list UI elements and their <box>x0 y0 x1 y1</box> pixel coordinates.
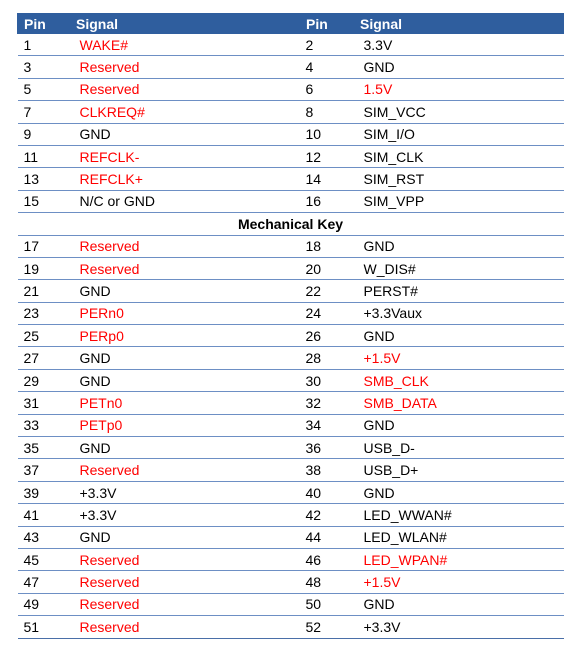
signal-cell: WAKE# <box>70 34 300 56</box>
signal-cell: Reserved <box>70 78 300 100</box>
signal-cell: LED_WPAN# <box>354 548 564 570</box>
pin-cell: 1 <box>18 34 70 56</box>
signal-cell: GND <box>70 369 300 391</box>
table-row <box>18 616 564 638</box>
pin-cell: 37 <box>18 459 70 481</box>
pin-cell: 23 <box>18 302 70 324</box>
pin-cell: 27 <box>18 347 70 369</box>
pin-cell: 46 <box>300 548 354 570</box>
table-row <box>18 347 564 369</box>
table-row <box>18 168 564 190</box>
pin-cell: 10 <box>300 123 354 145</box>
signal-cell: +3.3V <box>354 616 564 638</box>
signal-cell: PETp0 <box>70 414 300 436</box>
pin-cell: 15 <box>18 190 70 212</box>
table-row <box>18 145 564 167</box>
signal-cell: +3.3Vaux <box>354 302 564 324</box>
signal-cell: SMB_DATA <box>354 392 564 414</box>
pin-cell: 2 <box>300 34 354 56</box>
signal-cell: Reserved <box>70 56 300 78</box>
signal-cell: USB_D+ <box>354 459 564 481</box>
pin-cell: 36 <box>300 437 354 459</box>
pin-cell: 12 <box>300 145 354 167</box>
table-row <box>18 392 564 414</box>
signal-cell: PERp0 <box>70 325 300 347</box>
pin-cell: 31 <box>18 392 70 414</box>
rows-bottom <box>18 235 564 638</box>
signal-cell: 3.3V <box>354 34 564 56</box>
pin-cell: 43 <box>18 526 70 548</box>
table-row <box>18 34 564 56</box>
pin-cell: 8 <box>300 101 354 123</box>
table-row <box>18 56 564 78</box>
signal-cell: PERST# <box>354 280 564 302</box>
signal-cell: LED_WLAN# <box>354 526 564 548</box>
signal-cell: +1.5V <box>354 571 564 593</box>
pin-cell: 14 <box>300 168 354 190</box>
signal-cell: Reserved <box>70 459 300 481</box>
pin-cell: 21 <box>18 280 70 302</box>
header-signal-2: Signal <box>354 14 564 34</box>
pin-cell: 3 <box>18 56 70 78</box>
signal-cell: +3.3V <box>70 481 300 503</box>
pin-cell: 35 <box>18 437 70 459</box>
pin-cell: 5 <box>18 78 70 100</box>
header-signal: Signal <box>70 14 300 34</box>
pinout-table-container <box>17 13 563 639</box>
pin-cell: 38 <box>300 459 354 481</box>
header-pin-2: Pin <box>300 14 354 34</box>
table-row <box>18 481 564 503</box>
pin-cell: 20 <box>300 257 354 279</box>
pin-cell: 47 <box>18 571 70 593</box>
pin-cell: 17 <box>18 235 70 257</box>
pin-cell: 33 <box>18 414 70 436</box>
pin-cell: 42 <box>300 504 354 526</box>
pin-cell: 26 <box>300 325 354 347</box>
pin-cell: 44 <box>300 526 354 548</box>
pin-cell: 18 <box>300 235 354 257</box>
table-row <box>18 101 564 123</box>
pin-cell: 49 <box>18 593 70 615</box>
pin-cell: 9 <box>18 123 70 145</box>
signal-cell: GND <box>70 280 300 302</box>
signal-cell: PETn0 <box>70 392 300 414</box>
table-row <box>18 235 564 257</box>
pin-cell: 50 <box>300 593 354 615</box>
signal-cell: Reserved <box>70 548 300 570</box>
signal-cell: Reserved <box>70 616 300 638</box>
table-row <box>18 414 564 436</box>
pin-cell: 22 <box>300 280 354 302</box>
table-row <box>18 78 564 100</box>
signal-cell: SIM_VPP <box>354 190 564 212</box>
table-row <box>18 437 564 459</box>
signal-cell: SIM_VCC <box>354 101 564 123</box>
signal-cell: +1.5V <box>354 347 564 369</box>
pin-cell: 48 <box>300 571 354 593</box>
pin-cell: 6 <box>300 78 354 100</box>
signal-cell: SIM_RST <box>354 168 564 190</box>
signal-cell: GND <box>354 593 564 615</box>
signal-cell: W_DIS# <box>354 257 564 279</box>
signal-cell: USB_D- <box>354 437 564 459</box>
signal-cell: Reserved <box>70 571 300 593</box>
pin-cell: 34 <box>300 414 354 436</box>
table-row <box>18 459 564 481</box>
pin-cell: 30 <box>300 369 354 391</box>
table-row <box>18 302 564 324</box>
pin-cell: 39 <box>18 481 70 503</box>
signal-cell: REFCLK- <box>70 145 300 167</box>
pin-cell: 13 <box>18 168 70 190</box>
pin-cell: 32 <box>300 392 354 414</box>
signal-cell: N/C or GND <box>70 190 300 212</box>
pin-cell: 19 <box>18 257 70 279</box>
table-row <box>18 190 564 212</box>
rows-top <box>18 34 564 213</box>
signal-cell: +3.3V <box>70 504 300 526</box>
signal-cell: Reserved <box>70 257 300 279</box>
signal-cell: GND <box>354 56 564 78</box>
signal-cell: REFCLK+ <box>70 168 300 190</box>
signal-cell: SIM_CLK <box>354 145 564 167</box>
table-row <box>18 548 564 570</box>
signal-cell: PERn0 <box>70 302 300 324</box>
table-row <box>18 280 564 302</box>
pin-cell: 29 <box>18 369 70 391</box>
table-row <box>18 526 564 548</box>
pin-cell: 45 <box>18 548 70 570</box>
pin-cell: 16 <box>300 190 354 212</box>
table-row <box>18 369 564 391</box>
signal-cell: GND <box>70 347 300 369</box>
signal-cell: LED_WWAN# <box>354 504 564 526</box>
signal-cell: GND <box>70 123 300 145</box>
signal-cell: Reserved <box>70 235 300 257</box>
mechanical-key-label: Mechanical Key <box>18 213 564 235</box>
signal-cell: GND <box>354 414 564 436</box>
pin-cell: 28 <box>300 347 354 369</box>
pinout-table <box>17 13 564 639</box>
pin-cell: 7 <box>18 101 70 123</box>
mechanical-key-row <box>18 213 564 235</box>
signal-cell: CLKREQ# <box>70 101 300 123</box>
signal-cell: GND <box>70 526 300 548</box>
pin-cell: 52 <box>300 616 354 638</box>
signal-cell: Reserved <box>70 593 300 615</box>
table-row <box>18 504 564 526</box>
pin-cell: 51 <box>18 616 70 638</box>
signal-cell: SIM_I/O <box>354 123 564 145</box>
table-row <box>18 123 564 145</box>
table-header-row <box>18 14 564 34</box>
header-pin: Pin <box>18 14 70 34</box>
signal-cell: GND <box>354 325 564 347</box>
signal-cell: GND <box>70 437 300 459</box>
pin-cell: 40 <box>300 481 354 503</box>
pin-cell: 24 <box>300 302 354 324</box>
signal-cell: GND <box>354 481 564 503</box>
table-row <box>18 571 564 593</box>
pin-cell: 4 <box>300 56 354 78</box>
table-row <box>18 257 564 279</box>
table-row <box>18 325 564 347</box>
signal-cell: 1.5V <box>354 78 564 100</box>
pin-cell: 25 <box>18 325 70 347</box>
pin-cell: 11 <box>18 145 70 167</box>
signal-cell: SMB_CLK <box>354 369 564 391</box>
signal-cell: GND <box>354 235 564 257</box>
pin-cell: 41 <box>18 504 70 526</box>
table-row <box>18 593 564 615</box>
